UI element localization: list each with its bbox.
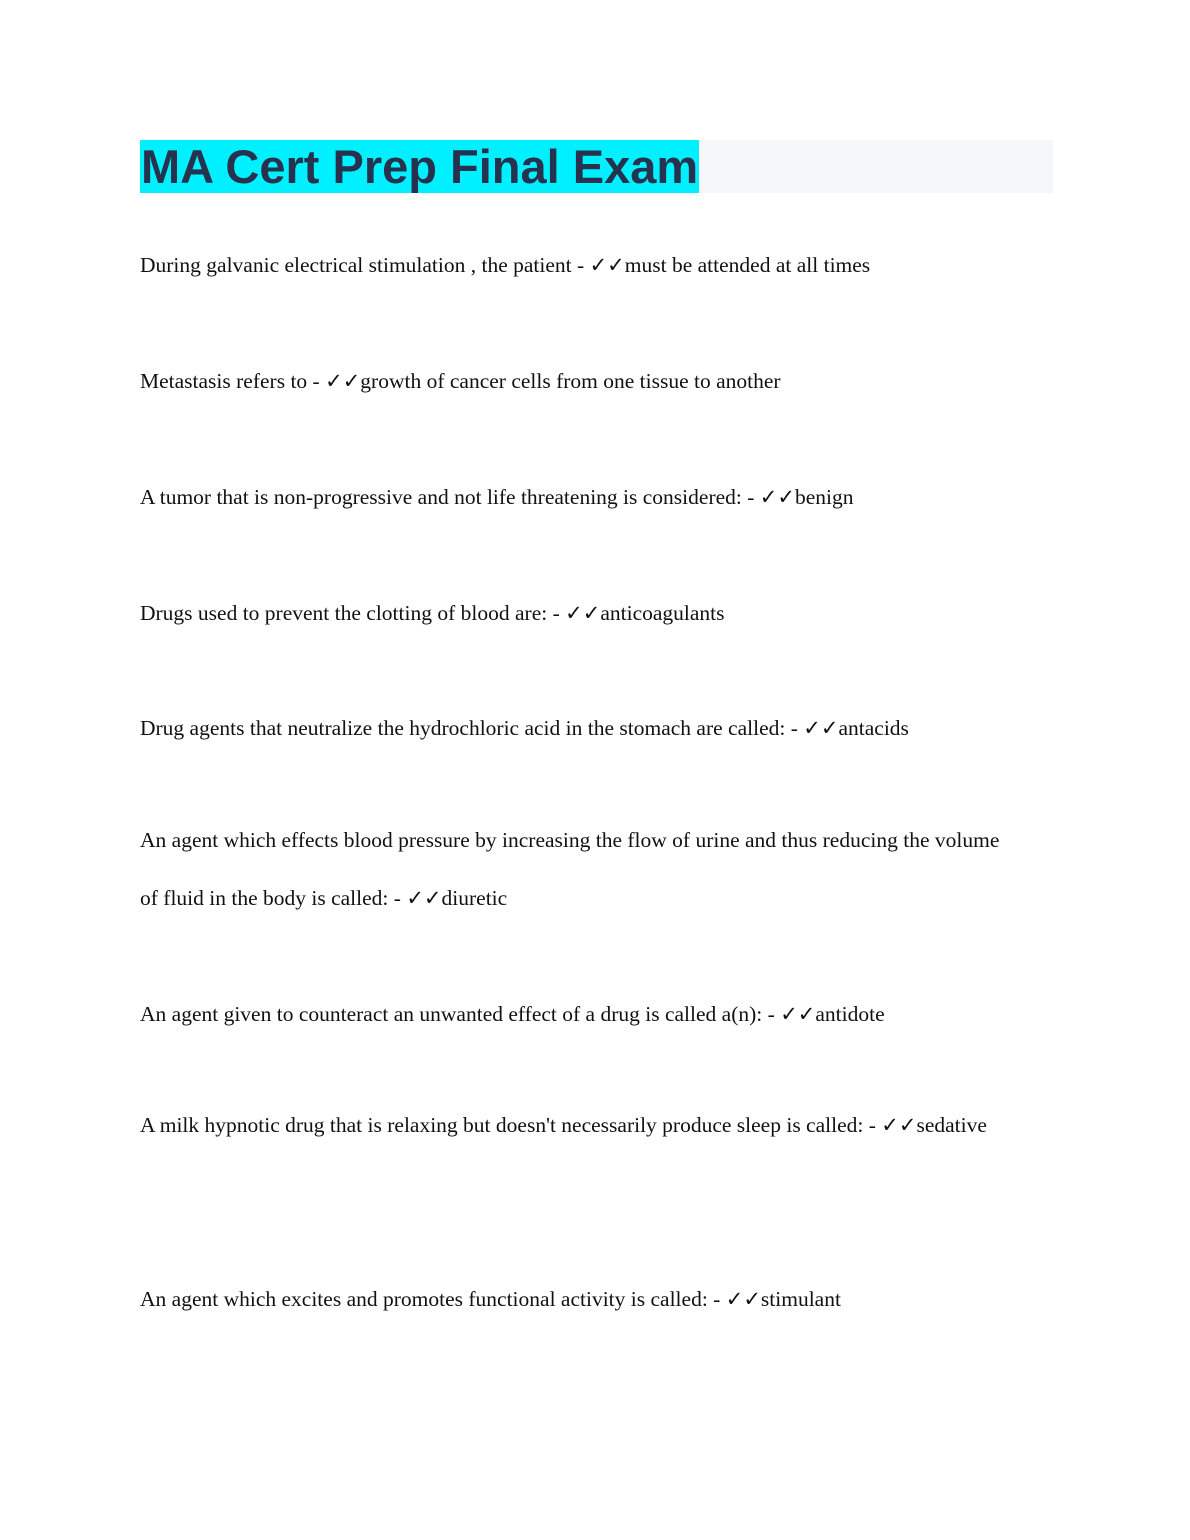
- separator: -: [571, 253, 590, 277]
- separator: -: [741, 485, 760, 509]
- separator: -: [388, 886, 407, 910]
- double-check-icon: ✓✓: [565, 601, 601, 625]
- qa-item: [140, 468, 1020, 526]
- separator: -: [547, 601, 566, 625]
- separator: -: [863, 1113, 882, 1137]
- qa-item: [140, 1096, 1020, 1154]
- separator: -: [707, 1287, 726, 1311]
- question-text: Metastasis refers to: [140, 369, 308, 393]
- answer-text: benign: [795, 485, 854, 509]
- question-text: During galvanic electrical stimulation , the patient: [140, 253, 572, 277]
- question-text: An agent given to counteract an unwanted effect of a drug is called a(n):: [140, 1002, 763, 1026]
- double-check-icon: ✓✓: [780, 1002, 816, 1026]
- double-check-icon: ✓✓: [589, 253, 625, 277]
- double-check-icon: ✓✓: [725, 1287, 761, 1311]
- question-text: An agent which excites and promotes functional activity is called:: [140, 1287, 708, 1311]
- double-check-icon: ✓✓: [759, 485, 795, 509]
- double-check-icon: ✓✓: [325, 369, 361, 393]
- question-text: A tumor that is non-progressive and not life threatening is considered:: [140, 485, 742, 509]
- qa-item: [140, 699, 1020, 757]
- answer-text: stimulant: [760, 1287, 841, 1311]
- qa-item: [140, 352, 1020, 410]
- double-check-icon: ✓✓: [881, 1113, 917, 1137]
- double-check-icon: ✓✓: [803, 716, 839, 740]
- qa-item: [140, 811, 1020, 927]
- question-text: Drugs used to prevent the clotting of blood are:: [140, 601, 548, 625]
- qa-item: [140, 236, 1020, 294]
- answer-text: must be attended at all times: [624, 253, 871, 277]
- page-title: MA Cert Prep Final Exam: [141, 140, 699, 193]
- qa-item: [140, 584, 1020, 642]
- separator: -: [762, 1002, 781, 1026]
- qa-item: [140, 985, 1020, 1043]
- answer-text: sedative: [916, 1113, 987, 1137]
- separator: -: [307, 369, 326, 393]
- question-text: An agent which effects blood pressure by increasing the flow of urine and thus reducing the volume of fluid in the body is called:: [140, 828, 1000, 910]
- separator: -: [785, 716, 804, 740]
- question-text: Drug agents that neutralize the hydrochloric acid in the stomach are called:: [140, 716, 786, 740]
- question-text: A milk hypnotic drug that is relaxing but doesn't necessarily produce sleep is called:: [140, 1113, 864, 1137]
- answer-text: growth of cancer cells from one tissue to another: [360, 369, 781, 393]
- answer-text: diuretic: [441, 886, 508, 910]
- answer-text: antidote: [815, 1002, 885, 1026]
- qa-item: [140, 1270, 1020, 1328]
- answer-text: antacids: [838, 716, 909, 740]
- double-check-icon: ✓✓: [406, 886, 442, 910]
- answer-text: anticoagulants: [600, 601, 725, 625]
